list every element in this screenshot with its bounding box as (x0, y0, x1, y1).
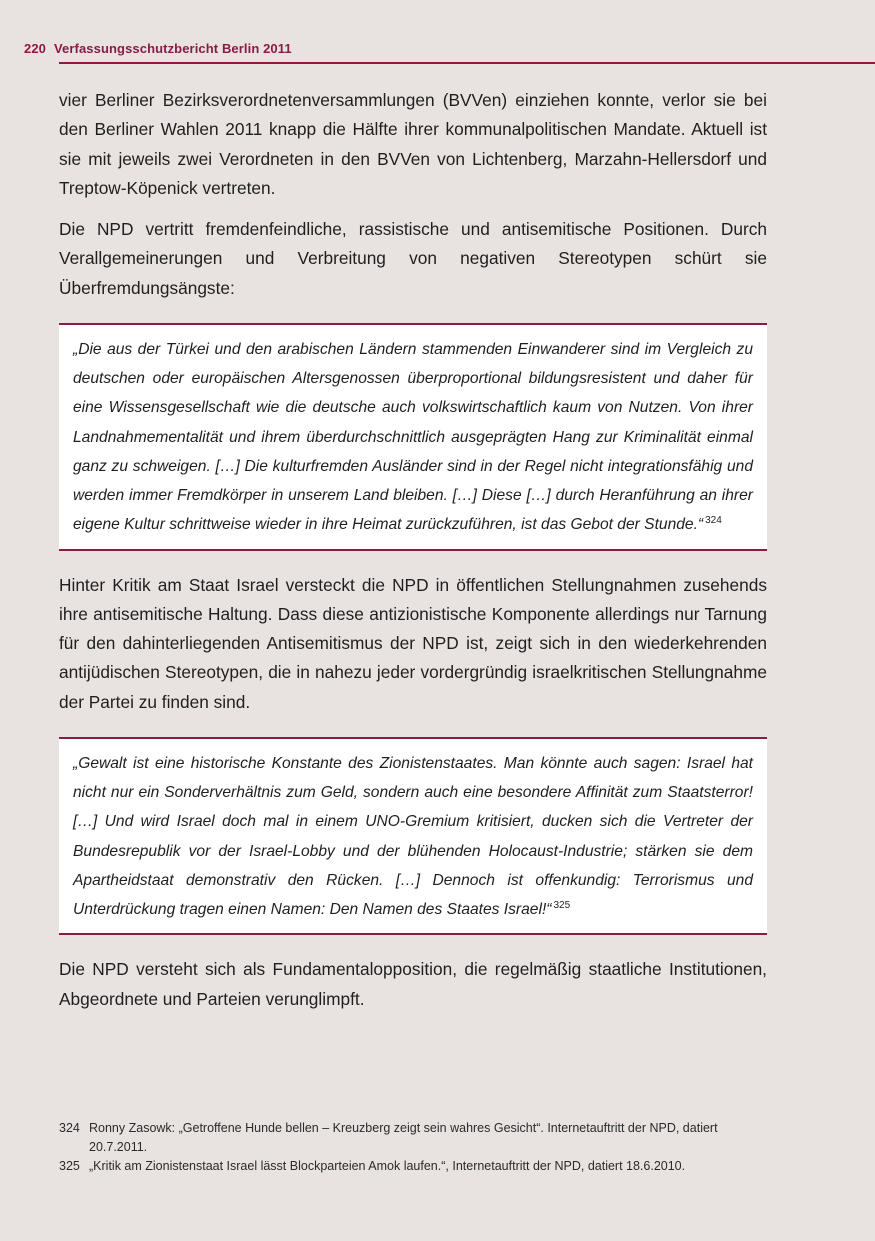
footnote-ref-324[interactable]: 324 (705, 515, 722, 527)
footnote-325 (59, 1157, 779, 1176)
paragraph-3: Hinter Kritik am Staat Israel versteckt die NPD in öffentlichen Stellungnahmen zusehends ihre antisemitische Haltung. Dass diese antizionistische Komponente allerdings nur Tarnung für den dahinterliegenden Antisemitismus der NPD ist, zeigt sich in den wiederkehrenden antijüdischen Stereotypen, die in nahezu jeder vordergründig israelkritischen Stellungnahme der Partei zu finden sind. (59, 574, 767, 712)
paragraph-1: vier Berliner Bezirksverordnetenversammlungen (BVVen) einziehen konnte, verlor sie bei den Berliner Wahlen 2011 knapp die Hälfte ihrer kommunalpolitischen Mandate. Aktuell ist sie mit jeweils zwei Verordneten in den BVVen von Lichtenberg, Marzahn-Hellersdorf und Treptow-Köpenick vertreten. (59, 90, 767, 198)
quote-text-2: „Gewalt ist eine historische Konstante des Zionistenstaates. Man könnte auch sagen: Israel hat nicht nur ein Sonderverhältnis zum Geld, sondern auch eine besondere Affinität zum Staatsterror! […] Und wird Israel doch mal in einem UNO-Gremium kritisiert, ducken sich die Vertreter der Bundesrepublik vor der Israel-Lobby und der blühenden Holocaust-Industrie; stärken sie dem Apartheidstaat demonstrativ den Rücken. […] Dennoch ist offenkundig: Terrorismus und Unterdrückung tragen einen Namen: Den Namen des Staates Israel!“ (73, 754, 753, 918)
quote-block-2 (59, 737, 767, 935)
page-number: 220 (24, 41, 46, 56)
footnote-324 (59, 1119, 779, 1157)
running-header (24, 38, 875, 64)
paragraph-4: Die NPD versteht sich als Fundamentalopposition, die regelmäßig staatliche Institutionen, Abgeordnete und Parteien verunglimpft. (59, 959, 767, 1009)
quote-block-1 (59, 323, 767, 550)
footnote-number: 325 (59, 1159, 80, 1173)
footnote-ref-325[interactable]: 325 (553, 899, 571, 911)
report-title: Verfassungsschutzbericht Berlin 2011 (54, 41, 292, 56)
header-rule (59, 62, 875, 64)
footnote-text: „Kritik am Zionistenstaat Israel lässt Blockparteien Amok laufen.“, Internetauftritt der NPD, datiert 18.6.2010. (89, 1159, 686, 1173)
header-text (24, 41, 292, 56)
footnotes (59, 1119, 779, 1176)
paragraph-2: Die NPD vertritt fremdenfeindliche, rassistische und antisemitische Positionen. Durch Verallgemeinerungen und Verbreitung von negativen Stereotypen schürt sie Überfremdungsängste: (59, 219, 767, 298)
quote-text-1: „Die aus der Türkei und den arabischen Ländern stammenden Einwanderer sind im Vergleich zu deutschen oder europäischen Altersgenossen überproportional bildungsresistent und daher für eine Wissensgesellschaft wie die deutsche auch volkswirtschaftlich kaum von Nutzen. Von ihrer Landnahmementalität und ihrem überdurchschnittlich ausgeprägten Hang zur Kriminalität einmal ganz zu schweigen. […] Die kulturfremden Ausländer sind in der Regel nicht integrationsfähig und werden immer Fremdkörper in unserem Land bleiben. […] Diese […] durch Heranführung an ihrer eigene Kultur schrittweise wieder in ihre Heimat zurückzuführen, ist das Gebot der Stunde.“ (73, 341, 753, 534)
main-content (59, 86, 767, 1014)
footnote-number: 324 (59, 1121, 80, 1135)
footnote-text: Ronny Zasowk: „Getroffene Hunde bellen – Kreuzberg zeigt sein wahres Gesicht“. Internetauftritt der NPD, datiert 20.7.2011. (89, 1121, 718, 1154)
